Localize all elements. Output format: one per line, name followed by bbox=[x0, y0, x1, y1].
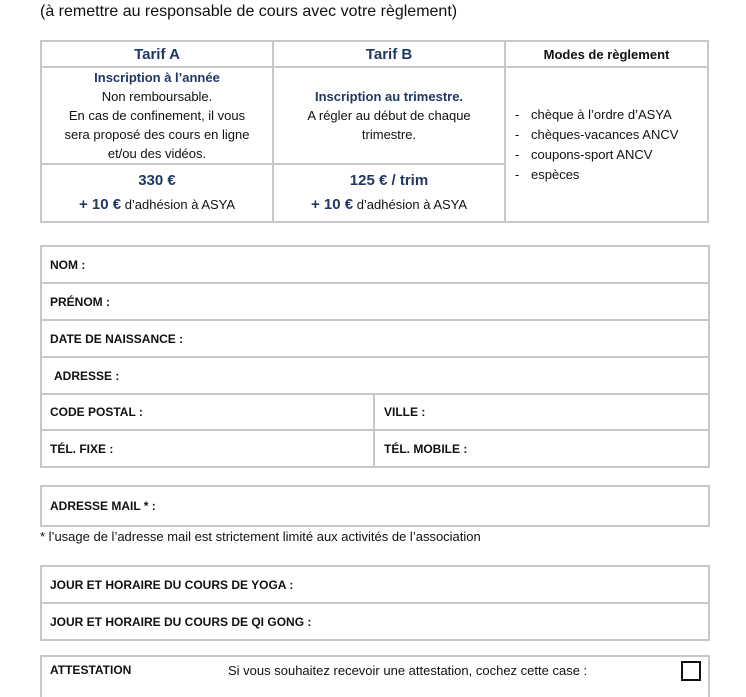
qigong-label: JOUR ET HORAIRE DU COURS DE QI GONG : bbox=[50, 614, 312, 629]
mail-row[interactable] bbox=[42, 487, 708, 525]
tarif-a-description bbox=[41, 67, 273, 164]
attestation-label: ATTESTATION bbox=[50, 663, 132, 677]
tarif-a-price-cell bbox=[41, 164, 273, 222]
prenom-row[interactable] bbox=[42, 282, 708, 319]
naissance-row[interactable] bbox=[42, 319, 708, 356]
tel-mobile-label: TÉL. MOBILE : bbox=[384, 441, 468, 456]
mail-label: ADRESSE MAIL * : bbox=[50, 499, 156, 513]
mode-item: - coupons-sport ANCV bbox=[515, 145, 707, 165]
tarif-a-desc-line: et/ou des vidéos. bbox=[107, 146, 207, 161]
tarif-b-price-cell bbox=[273, 164, 505, 222]
tarif-a-desc-line: sera proposé des cours en ligne bbox=[64, 127, 250, 142]
mode-item: - espèces bbox=[515, 165, 707, 185]
yoga-row[interactable] bbox=[42, 567, 708, 602]
column-divider bbox=[373, 431, 375, 466]
naissance-label: DATE DE NAISSANCE : bbox=[50, 331, 184, 346]
tarif-b-header: Tarif B bbox=[273, 41, 505, 67]
mail-form bbox=[40, 485, 710, 527]
modes-list bbox=[506, 105, 707, 185]
adhesion-amount: + 10 € bbox=[78, 196, 122, 213]
nom-label: NOM : bbox=[50, 257, 86, 272]
identity-form bbox=[40, 245, 710, 468]
mode-item: - chèques-vacances ANCV bbox=[515, 125, 707, 145]
tarif-a-header: Tarif A bbox=[41, 41, 273, 67]
prenom-label: PRÉNOM : bbox=[50, 294, 110, 309]
tarif-b-desc-line: A régler au début de chaque bbox=[307, 108, 471, 123]
tarif-b-description bbox=[273, 67, 505, 164]
qigong-row[interactable] bbox=[42, 602, 708, 639]
attestation-checkbox[interactable] bbox=[681, 661, 701, 681]
intro-text: (à remettre au responsable de cours avec votre règlement) bbox=[40, 3, 458, 20]
postal-ville-row bbox=[42, 393, 708, 429]
tarif-b-price: 125 € / trim bbox=[349, 172, 429, 189]
tarif-a-desc-title: Inscription à l’année bbox=[94, 70, 220, 85]
modes-header: Modes de règlement bbox=[505, 41, 708, 67]
adhesion-amount: + 10 € bbox=[310, 196, 354, 213]
yoga-label: JOUR ET HORAIRE DU COURS DE YOGA : bbox=[50, 577, 294, 592]
mail-note: * l’usage de l’adresse mail est strictement limité aux activités de l’association bbox=[40, 529, 481, 544]
tarif-b-desc-title: Inscription au trimestre. bbox=[314, 89, 464, 104]
column-divider bbox=[373, 395, 375, 429]
ville-label: VILLE : bbox=[384, 405, 426, 419]
tarif-a-price: 330 € bbox=[138, 172, 176, 189]
tarif-b-desc-line: trimestre. bbox=[361, 127, 417, 142]
adhesion-text: d’adhésion à ASYA bbox=[353, 197, 468, 212]
mode-item: - chèque à l’ordre d’ASYA bbox=[515, 105, 707, 125]
tarif-a-adhesion bbox=[42, 193, 272, 217]
adhesion-text: d’adhésion à ASYA bbox=[121, 197, 236, 212]
courses-form bbox=[40, 565, 710, 641]
attestation-text: Si vous souhaitez recevoir une attestation, cochez cette case : bbox=[228, 663, 588, 678]
code-postal-label: CODE POSTAL : bbox=[50, 405, 143, 419]
tarif-a-desc-line: En cas de confinement, il vous bbox=[68, 108, 246, 123]
adresse-label: ADRESSE : bbox=[54, 368, 120, 383]
tarif-b-adhesion bbox=[274, 193, 504, 217]
tel-fixe-label: TÉL. FIXE : bbox=[50, 441, 114, 456]
modes-list-cell bbox=[505, 67, 708, 222]
adresse-row[interactable] bbox=[42, 356, 708, 393]
attestation-box bbox=[40, 655, 710, 697]
tariff-table bbox=[40, 40, 709, 223]
tarif-a-desc-line: Non remboursable. bbox=[101, 89, 213, 104]
nom-row[interactable] bbox=[42, 247, 708, 282]
telephone-row bbox=[42, 429, 708, 466]
